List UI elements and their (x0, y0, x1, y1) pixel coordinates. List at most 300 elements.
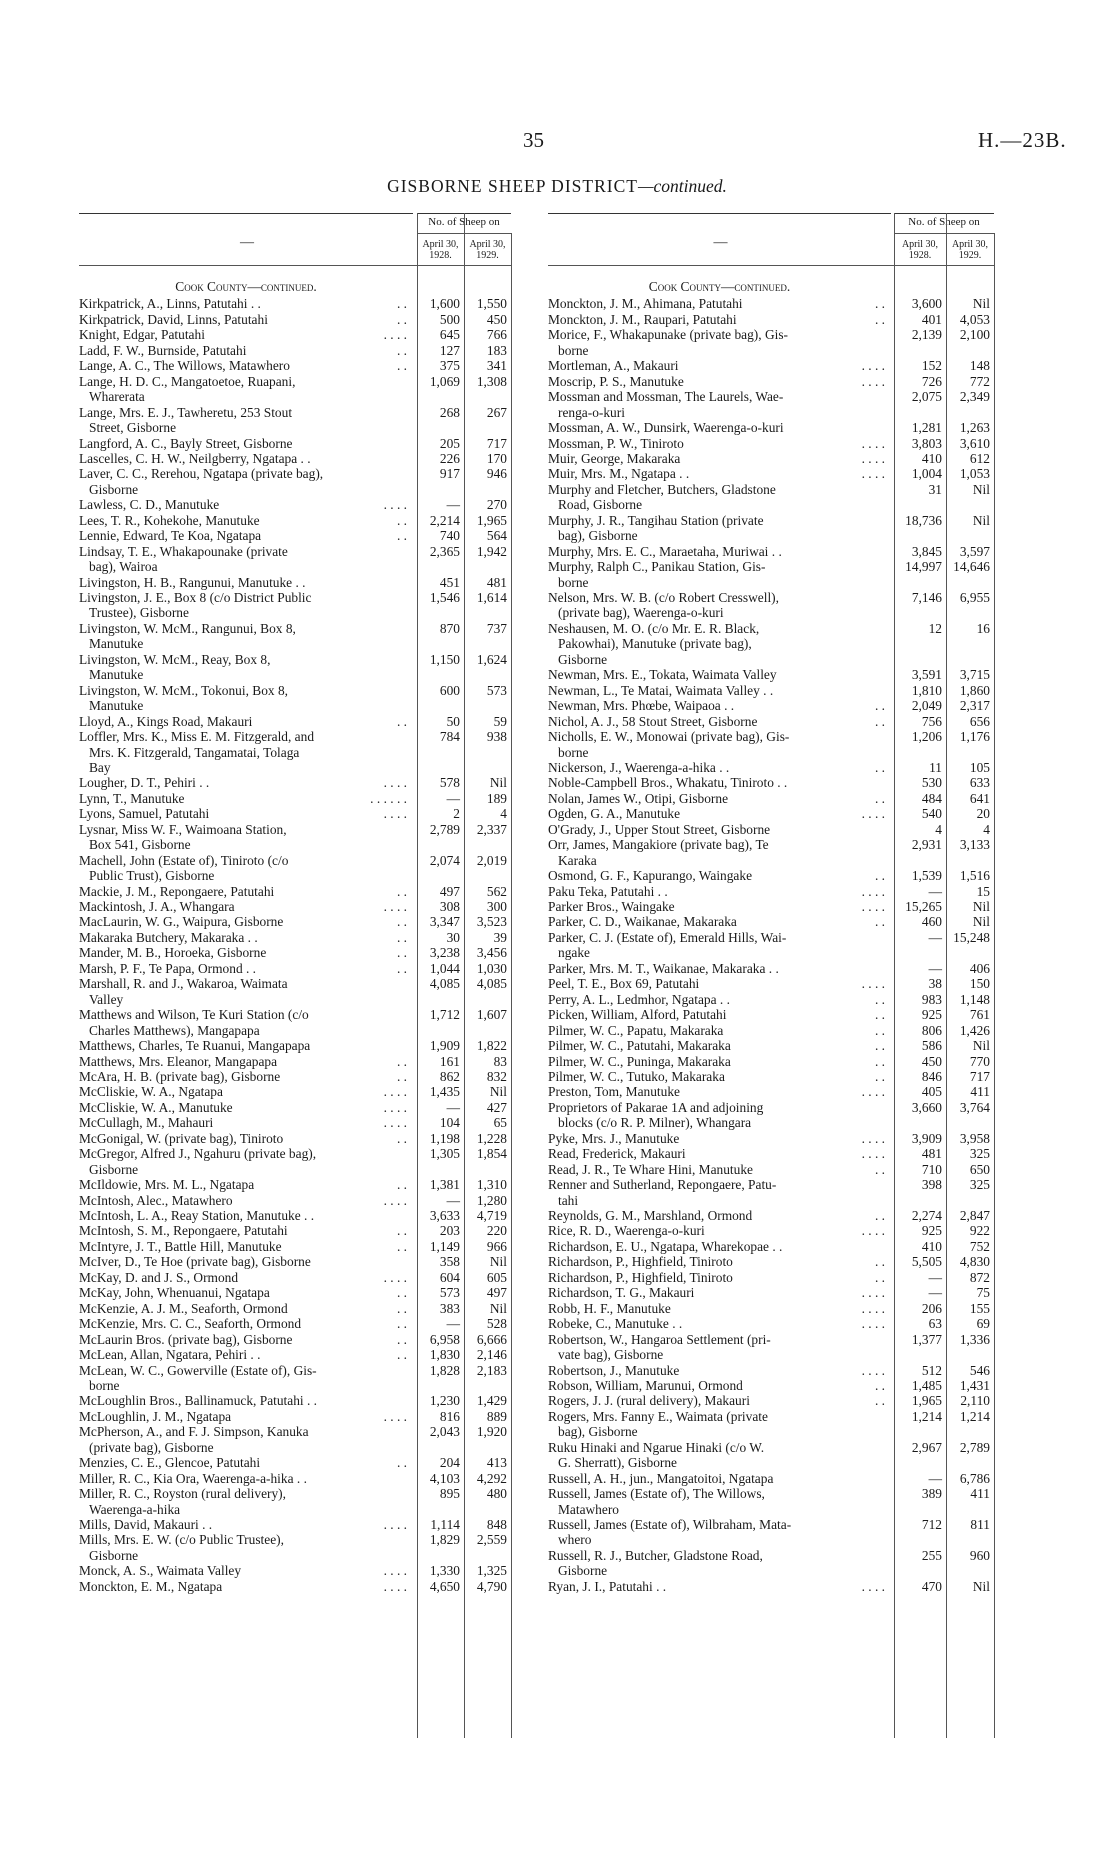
table-row (548, 1008, 1041, 1022)
owner-name-continued: Gisborne (89, 1547, 139, 1563)
table-row (79, 576, 555, 590)
sheep-1928: 1,230 (429, 1393, 460, 1409)
sheep-1928: 4,650 (429, 1578, 460, 1594)
header-line: 1928. (429, 250, 452, 261)
table-row (548, 962, 1041, 976)
leader-dots: . . (396, 945, 407, 961)
table-row (79, 514, 555, 528)
table-row (548, 900, 1041, 914)
sheep-1928: — (446, 790, 460, 806)
sheep-1928: 540 (921, 806, 942, 822)
owner-name: McKenzie, A. J. M., Seaforth, Ormond (79, 1300, 288, 1316)
sheep-1929: 4,085 (476, 976, 507, 992)
sheep-1929: 1,854 (476, 1146, 507, 1162)
table-row (548, 1147, 1041, 1161)
leader-dots: . . (396, 342, 407, 358)
sheep-1929: 1,822 (476, 1038, 507, 1054)
table-row-continuation (548, 946, 1041, 960)
owner-name-continued: Gisborne (558, 1563, 608, 1579)
leader-dots: . . . . (861, 358, 885, 374)
owner-name-continued: (private bag), Waerenga-o-kuri (558, 605, 724, 621)
sheep-1929: 848 (486, 1517, 507, 1532)
sheep-1928: 806 (921, 1022, 942, 1038)
table-row (79, 1518, 555, 1532)
table-row (79, 1039, 555, 1053)
owner-name: Matthews and Wilson, Te Kuri Station (c/o (79, 1007, 309, 1023)
leader-dots: . . (396, 1130, 407, 1146)
sheep-1929: 1,624 (476, 651, 507, 667)
sheep-1928: — (928, 1470, 942, 1486)
sheep-1928: 1,305 (429, 1146, 460, 1162)
sheep-1929: 1,516 (959, 868, 990, 884)
table-row-continuation (548, 1564, 1041, 1578)
sheep-1929: 6,786 (959, 1470, 990, 1486)
owner-name: McIntosh, Alec., Matawhero (79, 1192, 233, 1208)
sheep-1929: 325 (969, 1177, 990, 1193)
sheep-1928: 1,330 (429, 1563, 460, 1579)
leader-dots: . . . . (383, 1563, 407, 1579)
owner-name: Marshall, R. and J., Wakaroa, Waimata (79, 976, 288, 992)
table-row (79, 1564, 555, 1578)
leader-dots: . . . . (861, 466, 885, 482)
owner-name: Paku Teka, Patutahi . . (548, 883, 668, 899)
sheep-1928: 1,198 (429, 1130, 460, 1146)
sheep-1929: 752 (969, 1238, 990, 1254)
sheep-1928: 3,660 (911, 1099, 942, 1115)
sheep-1928: 1,829 (429, 1532, 460, 1548)
header-line: April 30, (951, 239, 989, 250)
header-group-label: No. of Sheep on (908, 216, 980, 228)
table-row-continuation (79, 746, 555, 760)
table-row (548, 1255, 1041, 1269)
sheep-1928: 50 (446, 713, 460, 729)
sheep-1928: 710 (921, 1161, 942, 1177)
leader-dots: . . . . (383, 1115, 407, 1131)
owner-name-continued: Gisborne (89, 1161, 139, 1177)
owner-name: Russell, James (Estate of), Wilbraham, Mata- (548, 1517, 792, 1532)
sheep-1928: 1,485 (911, 1377, 942, 1393)
table-row (548, 591, 1041, 605)
sheep-1928: 7,146 (911, 590, 942, 605)
sheep-1929: 966 (486, 1238, 507, 1254)
sheep-1929: 2,559 (476, 1532, 507, 1548)
sheep-1928: 161 (439, 1053, 460, 1069)
table-row (79, 1055, 555, 1069)
owner-name: Monckton, E. M., Ngatapa (79, 1578, 223, 1594)
table-row (548, 838, 1041, 852)
owner-name: Robertson, J., Manutuke (548, 1362, 680, 1378)
title-main: GISBORNE SHEEP DISTRICT (387, 176, 638, 196)
table-top-rule (894, 213, 994, 214)
leader-dots: . . . . (861, 1223, 885, 1239)
sheep-1928: 3,600 (911, 296, 942, 312)
owner-name: Ruku Hinaki and Ngarue Hinaki (c/o W. (548, 1439, 765, 1455)
table-row (548, 545, 1041, 559)
sheep-1928: — (446, 497, 460, 513)
table-row (548, 297, 1041, 311)
owner-name: Miller, R. C., Kia Ora, Waerenga-a-hika . . (79, 1470, 307, 1486)
owner-name-continued: Road, Gisborne (558, 497, 643, 513)
sheep-1929: 1,942 (476, 543, 507, 559)
owner-name-continued: renga-o-kuri (558, 404, 625, 420)
sheep-1929: 1,228 (476, 1130, 507, 1146)
sheep-1929: 413 (486, 1455, 507, 1471)
table-row-continuation (548, 576, 1041, 590)
sheep-1928: 12 (928, 620, 942, 636)
table-row (79, 792, 555, 806)
owner-name: Murphy, Ralph C., Panikau Station, Gis- (548, 559, 766, 575)
county-heading-label: Cook County—continued. (175, 279, 317, 294)
sheep-1928: — (446, 1099, 460, 1115)
owner-name: Matthews, Charles, Te Ruanui, Mangapapa (79, 1038, 311, 1054)
sheep-1929: 300 (486, 899, 507, 914)
table-row (548, 1379, 1041, 1393)
sheep-1928: 358 (439, 1254, 460, 1270)
sheep-1928: 104 (439, 1115, 460, 1131)
owner-name: Picken, William, Alford, Patutahi (548, 1007, 727, 1023)
sheep-1929: 1,280 (476, 1192, 507, 1208)
owner-name: McIntosh, S. M., Repongaere, Patutahi (79, 1223, 288, 1239)
owner-name: Murphy, J. R., Tangihau Station (private (548, 512, 764, 528)
leader-dots: . . . . (861, 1362, 885, 1378)
header-group-label: No. of Sheep on (428, 216, 500, 228)
leader-dots: . . . . (861, 976, 885, 992)
owner-name: McLoughlin Bros., Ballinamuck, Patutahi . . (79, 1393, 318, 1409)
table-row (548, 715, 1041, 729)
table-row-continuation (79, 1024, 555, 1038)
sheep-1929: 811 (970, 1517, 990, 1532)
sheep-1928: 410 (921, 1238, 942, 1254)
table-row-continuation (548, 606, 1041, 620)
owner-name: Nichol, A. J., 58 Stout Street, Gisborne (548, 713, 758, 729)
sheep-1928: 1,810 (911, 682, 942, 698)
sheep-1929: 83 (493, 1053, 507, 1069)
owner-name: Reynolds, G. M., Marshland, Ormond (548, 1208, 753, 1223)
sheep-1928: 205 (439, 435, 460, 451)
table-row (548, 931, 1041, 945)
sheep-1928: 383 (439, 1300, 460, 1316)
leader-dots: . . . . (861, 373, 885, 389)
sheep-1928: 1,069 (429, 373, 460, 389)
sheep-1928: 2,043 (429, 1424, 460, 1440)
table-row (79, 1255, 555, 1269)
sheep-1928: 226 (439, 450, 460, 466)
table-row (548, 452, 1041, 466)
sheep-1929: 938 (486, 729, 507, 745)
owner-name: Muir, Mrs. M., Ngatapa . . (548, 466, 690, 482)
sheep-1928: 756 (921, 713, 942, 729)
leader-dots: . . . . (383, 1408, 407, 1424)
table-row (548, 1580, 1041, 1594)
table-row (548, 730, 1041, 744)
sheep-1929: 641 (969, 790, 990, 806)
table-row (79, 328, 555, 342)
sheep-1928: 4,103 (429, 1470, 460, 1486)
table-row (548, 993, 1041, 1007)
sheep-1929: 1,325 (476, 1563, 507, 1579)
sheep-1928: 30 (446, 929, 460, 945)
sheep-1928: 1,435 (429, 1084, 460, 1100)
sheep-1929: 270 (486, 497, 507, 513)
sheep-1929: 656 (969, 713, 990, 729)
table-row (79, 1487, 555, 1501)
header-april-1928 (417, 239, 464, 261)
sheep-1929: Nil (972, 296, 990, 312)
owner-name: McPherson, A., and F. J. Simpson, Kanuka (79, 1424, 309, 1440)
owner-name: Nolan, James W., Otipi, Gisborne (548, 790, 729, 806)
owner-name: McIver, D., Te Hoe (private bag), Gisborne (79, 1254, 311, 1270)
table-row (79, 977, 555, 991)
leader-dots: . . (874, 1068, 885, 1084)
sheep-1928: 451 (439, 574, 460, 590)
owner-name-continued: Public Trust), Gisborne (89, 868, 215, 884)
sheep-1928: 14,997 (905, 559, 942, 575)
sheep-1929: 1,965 (476, 512, 507, 528)
table-row (79, 962, 555, 976)
table-row-continuation (79, 1379, 555, 1393)
owner-name: Loffler, Mrs. K., Miss E. M. Fitzgerald, and (79, 729, 315, 745)
table-row (548, 1240, 1041, 1254)
owner-name-continued: Gisborne (89, 481, 139, 497)
table-row (548, 1024, 1041, 1038)
sheep-1928: 1,539 (911, 868, 942, 884)
table-row (548, 1163, 1041, 1177)
sheep-1929: 3,958 (959, 1130, 990, 1146)
owner-name-continued: vate bag), Gisborne (558, 1347, 664, 1363)
sheep-1929: 39 (493, 929, 507, 945)
sheep-1928: 2,789 (429, 821, 460, 837)
table-row (79, 1132, 555, 1146)
leader-dots: . . (874, 1007, 885, 1023)
owner-name: Parker, Mrs. M. T., Waikanae, Makaraka . . (548, 960, 779, 976)
table-row (79, 622, 555, 636)
sheep-1928: 917 (439, 466, 460, 482)
owner-name: Read, J. R., Te Whare Hini, Manutuke (548, 1161, 753, 1177)
sheep-1929: 4,719 (476, 1208, 507, 1223)
owner-name: McCliskie, W. A., Ngatapa (79, 1084, 223, 1100)
sheep-1928: 2,365 (429, 543, 460, 559)
leader-dots: . . (874, 311, 885, 327)
table-row (548, 1472, 1041, 1486)
table-row (548, 1039, 1041, 1053)
table-row (79, 297, 555, 311)
sheep-1929: 772 (969, 373, 990, 389)
sheep-1928: — (928, 960, 942, 976)
header-april-1929 (946, 239, 994, 261)
sheep-1928: 31 (928, 481, 942, 497)
table-row (79, 1286, 555, 1300)
owner-name: Ladd, F. W., Burnside, Patutahi (79, 342, 247, 358)
page-number: 35 (523, 128, 544, 152)
sheep-1929: 427 (486, 1099, 507, 1115)
sheep-1929: 761 (969, 1007, 990, 1023)
owner-name: McLean, W. C., Gowerville (Estate of), Gis- (79, 1362, 317, 1378)
leader-dots: . . . . (383, 1099, 407, 1115)
leader-dots: . . (396, 1316, 407, 1332)
sheep-1928: 497 (439, 883, 460, 899)
table-row-continuation (548, 746, 1041, 760)
owner-name: McKay, John, Whenuanui, Ngatapa (79, 1285, 270, 1301)
sheep-1929: 3,523 (476, 914, 507, 930)
sheep-1929: 3,715 (959, 667, 990, 683)
sheep-1928: — (928, 1269, 942, 1285)
leader-dots: . . (874, 1208, 885, 1223)
leader-dots: . . (874, 713, 885, 729)
leader-dots: . . (874, 759, 885, 775)
header-line: April 30, (901, 239, 939, 250)
table-row (548, 792, 1041, 806)
table-row (79, 1224, 555, 1238)
owner-name: Robson, William, Marunui, Ormond (548, 1377, 743, 1393)
sheep-1928: 645 (439, 327, 460, 343)
sheep-1928: 578 (439, 775, 460, 791)
sheep-1929: 3,133 (959, 837, 990, 853)
table-row (79, 1317, 555, 1331)
leader-dots: . . (874, 1053, 885, 1069)
owner-name: Lawless, C. D., Manutuke (79, 497, 220, 513)
table-row (548, 807, 1041, 821)
table-row (79, 1333, 555, 1347)
sheep-1929: 4 (983, 821, 990, 837)
sheep-1928: 784 (439, 729, 460, 745)
table-row-continuation (548, 344, 1041, 358)
sheep-1928: 870 (439, 620, 460, 636)
owner-name-continued: borne (558, 574, 589, 590)
owner-name: Monckton, J. M., Raupari, Patutahi (548, 311, 737, 327)
table-row-continuation (548, 854, 1041, 868)
county-heading (548, 280, 1041, 294)
table-row (79, 1116, 555, 1130)
sheep-1928: 3,347 (429, 914, 460, 930)
sheep-1929: 69 (976, 1316, 990, 1332)
table-row (79, 467, 555, 481)
sheep-1928: 3,803 (911, 435, 942, 451)
table-row (548, 421, 1041, 435)
sheep-1928: 268 (439, 404, 460, 420)
table-row (548, 1224, 1041, 1238)
sheep-1929: 1,429 (476, 1393, 507, 1409)
owner-name: Preston, Tom, Manutuke (548, 1084, 680, 1100)
owner-name: Newman, Mrs. E., Tokata, Waimata Valley (548, 667, 777, 683)
sheep-1928: 2 (453, 806, 460, 822)
table-row (79, 1302, 555, 1316)
owner-name: Livingston, W. McM., Rangunui, Box 8, (79, 620, 296, 636)
table-row-continuation (548, 1533, 1041, 1547)
sheep-1928: 203 (439, 1223, 460, 1239)
sheep-1928: 6,958 (429, 1331, 460, 1347)
sheep-1928: 1,965 (911, 1393, 942, 1409)
leader-dots: . . (396, 512, 407, 528)
table-row-continuation (548, 1425, 1041, 1439)
sheep-1929: 15 (976, 883, 990, 899)
owner-name: Orr, James, Mangakiore (private bag), Te (548, 837, 769, 853)
owner-name-continued: Manutuke (89, 636, 144, 652)
owner-name: McKay, D. and J. S., Ormond (79, 1269, 239, 1285)
sheep-1929: 717 (969, 1068, 990, 1084)
sheep-1929: Nil (972, 899, 990, 914)
leader-dots: . . . . (383, 1578, 407, 1594)
owner-name-continued: bag), Gisborne (558, 528, 638, 544)
owner-name: Laver, C. C., Rerehou, Ngatapa (private bag), (79, 466, 324, 482)
leader-dots: . . (874, 1377, 885, 1393)
sheep-1929: 1,920 (476, 1424, 507, 1440)
table-row (79, 1472, 555, 1486)
sheep-1928: — (446, 1192, 460, 1208)
table-row-continuation (548, 1348, 1041, 1362)
owner-name-continued: Karaka (558, 852, 597, 868)
owner-name: Muir, George, Makaraka (548, 450, 681, 466)
table-row (79, 776, 555, 790)
table-row (79, 684, 555, 698)
owner-name: Kirkpatrick, David, Linns, Patutahi (79, 311, 268, 327)
owner-name: Richardson, P., Highfield, Tiniroto (548, 1269, 733, 1285)
sheep-1929: 480 (486, 1486, 507, 1502)
sheep-1928: 846 (921, 1068, 942, 1084)
leader-dots: . . . . (861, 899, 885, 914)
sheep-1929: 65 (493, 1115, 507, 1131)
header-april-1928 (894, 239, 946, 261)
sheep-1928: — (446, 1316, 460, 1332)
sheep-1929: 497 (486, 1285, 507, 1301)
owner-name: McCliskie, W. A., Manutuke (79, 1099, 233, 1115)
owner-name: Mortleman, A., Makauri (548, 358, 679, 374)
sheep-1928: 401 (921, 311, 942, 327)
owner-name: Livingston, J. E., Box 8 (c/o District Public (79, 590, 312, 605)
sheep-1928: 2,075 (911, 389, 942, 405)
sheep-1929: 4,790 (476, 1578, 507, 1594)
table-row (548, 1317, 1041, 1331)
sheep-1929: 3,610 (959, 435, 990, 451)
leader-dots: . . (396, 1053, 407, 1069)
owner-name: McGregor, Alfred J., Ngahuru (private bag), (79, 1146, 317, 1162)
sheep-1928: 2,274 (911, 1208, 942, 1223)
sheep-1929: 15,248 (953, 929, 990, 945)
header-line: 1928. (908, 250, 932, 261)
leader-dots: . . (396, 960, 407, 976)
owner-name: Mackie, J. M., Repongaere, Patutahi (79, 883, 275, 899)
sheep-1929: 2,317 (959, 698, 990, 714)
sheep-1928: 925 (921, 1007, 942, 1023)
leader-dots: . . (874, 991, 885, 1007)
leader-dots: . . . . (861, 1285, 885, 1301)
sheep-1929: Nil (489, 1300, 507, 1316)
sheep-1929: 1,336 (959, 1331, 990, 1347)
owner-name: Perry, A. L., Ledmhor, Ngatapa . . (548, 991, 730, 1007)
owner-name: Nelson, Mrs. W. B. (c/o Robert Cresswell), (548, 590, 779, 605)
sheep-1928: 1,150 (429, 651, 460, 667)
sheep-1929: 1,030 (476, 960, 507, 976)
sheep-1928: 1,909 (429, 1038, 460, 1054)
table-row (79, 1364, 555, 1378)
sheep-1929: 4 (500, 806, 507, 822)
sheep-1929: 155 (969, 1300, 990, 1316)
sheep-1928: — (928, 929, 942, 945)
table-row-continuation (79, 1549, 555, 1563)
leader-dots: . . . . (861, 1146, 885, 1162)
sheep-1928: 512 (921, 1362, 942, 1378)
sheep-1928: 2,967 (911, 1439, 942, 1455)
table-row-continuation (79, 838, 555, 852)
owner-name-continued: Gisborne (558, 651, 608, 667)
owner-name: Rogers, J. J. (rural delivery), Makauri (548, 1393, 750, 1409)
sheep-1929: 170 (486, 450, 507, 466)
sheep-1928: 2,049 (911, 698, 942, 714)
table-row (548, 1302, 1041, 1316)
sheep-1929: 612 (969, 450, 990, 466)
table-row (548, 1394, 1041, 1408)
sheep-1929: 59 (493, 713, 507, 729)
owner-name: Robertson, W., Hangaroa Settlement (pri- (548, 1331, 771, 1347)
